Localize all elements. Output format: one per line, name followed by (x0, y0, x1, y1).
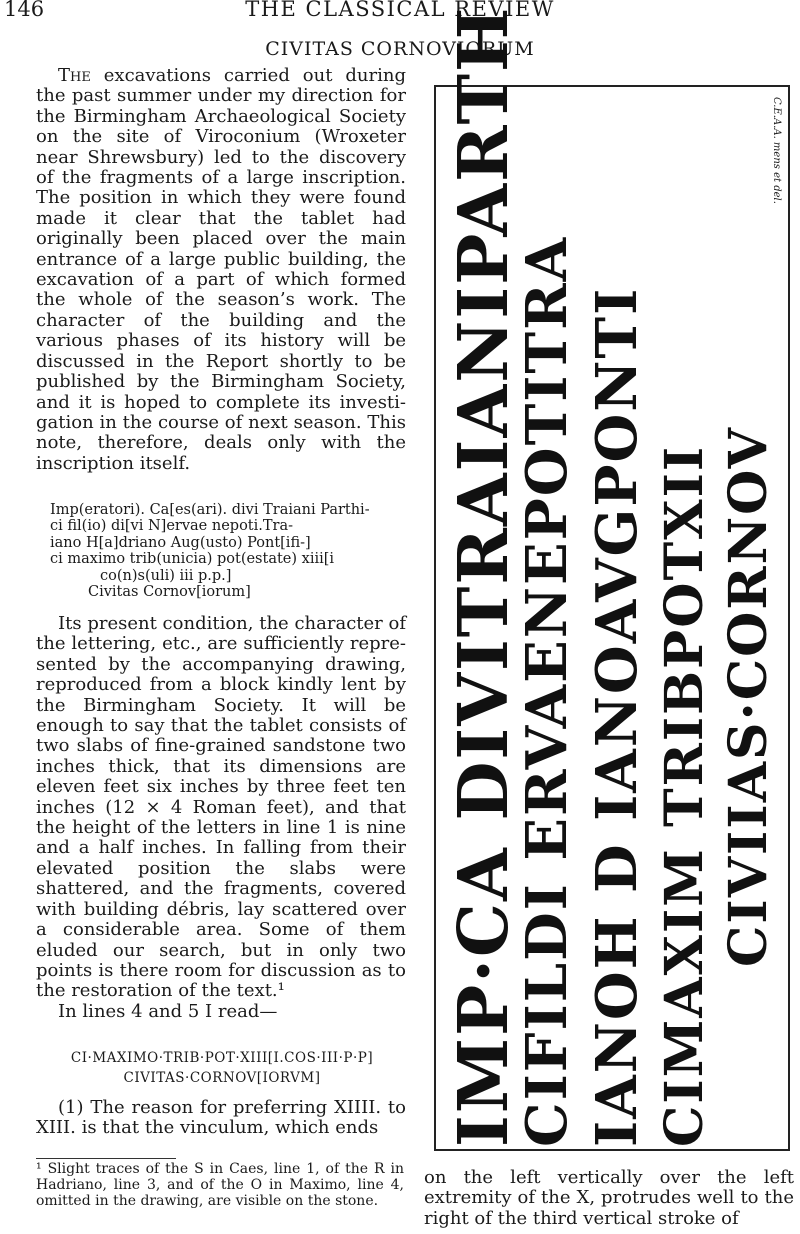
inscription-line-4: CIMAXIM TRIBPOTXII (654, 444, 715, 1147)
transcription-line: Imp(eratori). Ca[es(ari). divi Traiani Parthi- (50, 502, 370, 518)
page-number: 146 (4, 0, 45, 21)
running-header (0, 0, 800, 24)
argument-paragraph (36, 1098, 406, 1139)
description-text: Its present condition, the character of the lettering, etc., are sufficiently repre-sented by the accompanying drawing, reproduced from a block kindly lent by the Birmingham Society. It will be enough to say that the tablet consists of two slabs of fine-grained sandstone two inches thick, that its dimensions are eleven feet six inches by three feet ten inches (12 × 4 Roman feet), and that the height of the letters in line 1 is nine and a half inches. In falling from their elevated position the slabs were shattered, and the fragments, covered with building débris, lay scattered over a considerable area. Some of them eluded our search, but in only two points is there room for discussion as to the restoration of the text.¹ (36, 613, 406, 1002)
article-title: CIVITAS CORNOVIORUM (265, 38, 535, 60)
intro-first-word: The (58, 65, 91, 86)
restored-reading (36, 1048, 408, 1088)
drawing-credit: C.E.A.A. mens et del. (771, 97, 782, 204)
argument-text: (1) The reason for preferring XIIII. to XIII. is that the vinculum, which ends (36, 1097, 406, 1139)
inscription-drawing (434, 5, 790, 1151)
transcription-line: ci maximo trib(unicia) pot(estate) xiii[i (50, 551, 335, 568)
description-paragraph (36, 614, 406, 1022)
reading-line: CI·MAXIMO·TRIB·POT·XIII[I.COS·III·P·P] (70, 1050, 374, 1066)
reading-line: CIVITAS·CORNOV[IORVM] (123, 1070, 321, 1086)
transcription-line: Civitas Cornov[iorum] (88, 584, 251, 601)
argument-continuation: on the left vertically over the left extremity of the X, protrudes well to the right of the third vertical stroke of (424, 1167, 794, 1229)
intro-paragraph (36, 66, 406, 474)
intro-body: excavations carried out during the past summer under my direction for the Birmingham Archaeological Society on the site of Viroconium (Wroxeter near Shrewsbury) led to the discovery of the fragments of a large inscription. The position in which they were found made it clear that the tablet had originally been placed over the main entrance of a large public building, the excavation of a part of which formed the whole of the season’s work. The character of the building and the various phases of its history will be discussed in the Report shortly to be published by the Birmingham Society, and it is hoped to complete its investi-gation in the course of next season. This note, therefore, deals only with the inscription itself. (36, 65, 406, 474)
transcription-line: ci fil(io) di[vi N]ervae nepoti.Tra- (50, 518, 294, 535)
inscription-transcription (50, 502, 410, 600)
footnote: ¹ Slight traces of the S in Caes, line 1, of the R in Hadriano, line 3, and of the O in Maximo, line 4, omitted in the drawing, are visible on the stone. (36, 1161, 404, 1209)
inscription-line-3: IANOH D IANOAVGPONTI (584, 286, 650, 1147)
inscription-line-2: CIFILDI ERVAENEPOTITRA (514, 235, 580, 1147)
footnote-rule (36, 1158, 176, 1159)
running-title: THE CLASSICAL REVIEW (245, 0, 555, 21)
transcription-line: co(n)s(uli) iii p.p.] (100, 567, 232, 584)
reading-intro: In lines 4 and 5 I read— (58, 1000, 278, 1022)
inscription-line-1: IMP·CA DIVITRAIANIPARTH (444, 5, 524, 1147)
transcription-line: iano H[a]driano Aug(usto) Pont[ifi-] (50, 534, 311, 551)
inscription-line-5: CIVIIAS·CORNOV (718, 426, 779, 967)
